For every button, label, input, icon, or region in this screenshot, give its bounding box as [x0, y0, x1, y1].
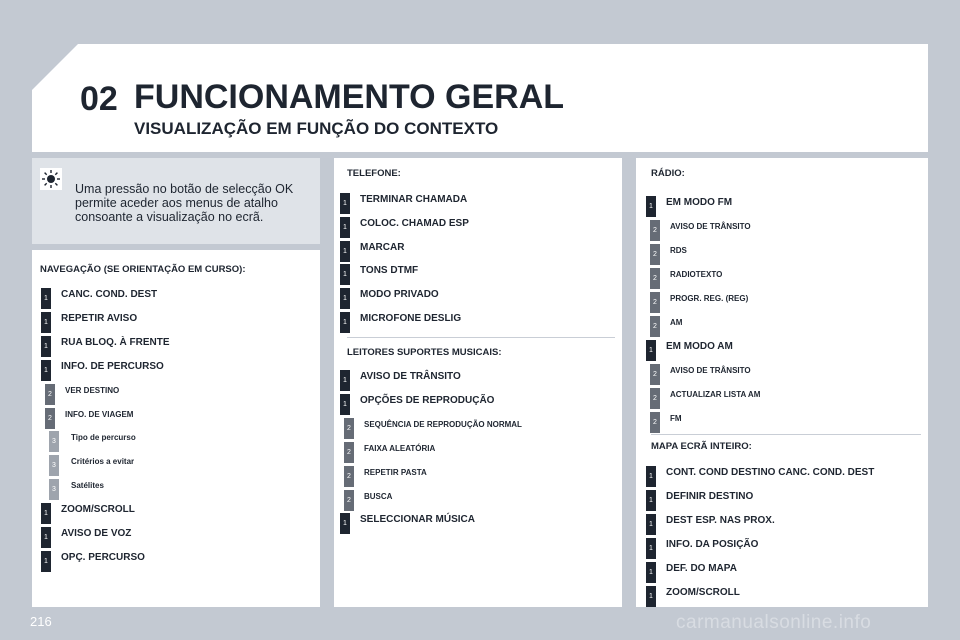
level-badge: 2: [650, 388, 660, 409]
telephone-section-title: TELEFONE:: [347, 168, 401, 179]
menu-item-label: MODO PRIVADO: [360, 289, 439, 301]
menu-item-label: DEFINIR DESTINO: [666, 491, 754, 502]
media-section-title: LEITORES SUPORTES MUSICAIS:: [347, 347, 502, 358]
level-badge: 1: [340, 217, 350, 238]
menu-item-label: MARCAR: [360, 241, 405, 253]
menu-item-label: INFO. DA POSIÇÃO: [666, 539, 759, 550]
level-badge: 2: [650, 220, 660, 241]
menu-item-label: FAIXA ALEATÓRIA: [364, 443, 436, 453]
menu-item-label: Critérios a evitar: [71, 457, 135, 467]
page-subtitle: VISUALIZAÇÃO EM FUNÇÃO DO CONTEXTO: [134, 119, 499, 138]
menu-item-label: AVISO DE TRÂNSITO: [360, 371, 461, 382]
menu-item-label: INFO. DE PERCURSO: [61, 360, 164, 372]
level-badge: 1: [340, 312, 350, 333]
level-badge: 1: [340, 288, 350, 309]
menu-item-label: RADIOTEXTO: [670, 270, 723, 279]
level-badge: 1: [340, 394, 350, 415]
menu-item-label: Satélites: [71, 481, 104, 491]
menu-item-label: REPETIR PASTA: [364, 467, 427, 477]
menu-item-label: AVISO DE TRÂNSITO: [670, 366, 751, 375]
menu-item-label: AVISO DE TRÂNSITO: [670, 222, 751, 231]
level-badge: 1: [41, 336, 51, 357]
level-badge: 3: [49, 479, 59, 500]
level-badge: 1: [646, 538, 656, 559]
menu-item-label: Tipo de percurso: [71, 433, 136, 443]
page-number: 216: [30, 614, 52, 629]
navigation-section-title: NAVEGAÇÃO (SE ORIENTAÇÃO EM CURSO):: [40, 264, 246, 275]
level-badge: 1: [340, 264, 350, 285]
level-badge: 1: [41, 503, 51, 524]
level-badge: 2: [344, 466, 354, 487]
menu-item-label: SELECCIONAR MÚSICA: [360, 514, 476, 526]
tip-text: Uma pressão no botão de selecção OK permite aceder aos menus de atalho consoante a visualização no ecrã.: [75, 182, 294, 224]
level-badge: 1: [41, 551, 51, 572]
menu-item-label: CONT. COND DESTINO CANC. COND. DEST: [666, 467, 875, 478]
map-section-title: MAPA ECRÃ INTEIRO:: [651, 441, 752, 452]
right-divider: [651, 434, 921, 435]
menu-item-label: RUA BLOQ. À FRENTE: [61, 336, 170, 348]
menu-item-label: ZOOM/SCROLL: [61, 504, 135, 516]
page-title: FUNCIONAMENTO GERAL: [134, 78, 565, 116]
menu-item-label: VER DESTINO: [65, 385, 120, 395]
level-badge: 1: [41, 360, 51, 381]
menu-item-label: REPETIR AVISO: [61, 312, 138, 324]
menu-item-label: COLOC. CHAMAD ESP: [360, 217, 469, 229]
menu-item-label: TERMINAR CHAMADA: [360, 194, 468, 205]
level-badge: 2: [344, 418, 354, 439]
level-badge: 1: [340, 241, 350, 262]
radio-section-title: RÁDIO:: [651, 168, 685, 179]
level-badge: 1: [340, 513, 350, 534]
level-badge: 1: [646, 196, 656, 217]
menu-item-label: SEQUÊNCIA DE REPRODUÇÃO NORMAL: [364, 419, 522, 429]
level-badge: 1: [646, 562, 656, 583]
level-badge: 1: [646, 490, 656, 511]
level-badge: 1: [340, 193, 350, 214]
level-badge: 1: [340, 370, 350, 391]
level-badge: 2: [650, 412, 660, 433]
menu-item-label: ZOOM/SCROLL: [666, 587, 740, 598]
level-badge: 3: [49, 455, 59, 476]
level-badge: 2: [45, 384, 55, 405]
menu-item-label: BUSCA: [364, 491, 393, 501]
level-badge: 2: [650, 292, 660, 313]
menu-item-label: PROGR. REG. (REG): [670, 294, 749, 303]
menu-item-label: OPÇÕES DE REPRODUÇÃO: [360, 394, 495, 406]
menu-item-label: FM: [670, 414, 682, 423]
watermark: carmanualsonline.info: [676, 612, 872, 633]
menu-item-label: DEF. DO MAPA: [666, 563, 737, 574]
level-badge: 2: [650, 316, 660, 337]
chapter-number: 02: [80, 80, 118, 118]
menu-item-label: AM: [670, 318, 683, 327]
level-badge: 2: [45, 408, 55, 429]
level-badge: 1: [646, 340, 656, 361]
level-badge: 2: [650, 364, 660, 385]
menu-item-label: TONS DTMF: [360, 265, 419, 277]
menu-item-label: EM MODO AM: [666, 341, 733, 352]
middle-divider: [347, 337, 615, 338]
level-badge: 1: [41, 527, 51, 548]
menu-item-label: DEST ESP. NAS PROX.: [666, 515, 775, 526]
menu-item-label: MICROFONE DESLIG: [360, 313, 462, 324]
level-badge: 2: [650, 268, 660, 289]
menu-item-label: CANC. COND. DEST: [61, 289, 158, 300]
menu-item-label: INFO. DE VIAGEM: [65, 409, 134, 419]
level-badge: 2: [650, 244, 660, 265]
level-badge: 3: [49, 431, 59, 452]
level-badge: 1: [41, 312, 51, 333]
sun-bulb-icon: [40, 168, 62, 190]
menu-item-label: RDS: [670, 246, 687, 255]
menu-item-label: ACTUALIZAR LISTA AM: [670, 390, 761, 399]
level-badge: 2: [344, 490, 354, 511]
menu-item-label: AVISO DE VOZ: [61, 528, 132, 539]
level-badge: 1: [646, 586, 656, 607]
level-badge: 1: [646, 514, 656, 535]
level-badge: 2: [344, 442, 354, 463]
level-badge: 1: [41, 288, 51, 309]
menu-item-label: EM MODO FM: [666, 197, 733, 208]
level-badge: 1: [646, 466, 656, 487]
menu-item-label: OPÇ. PERCURSO: [61, 551, 145, 563]
